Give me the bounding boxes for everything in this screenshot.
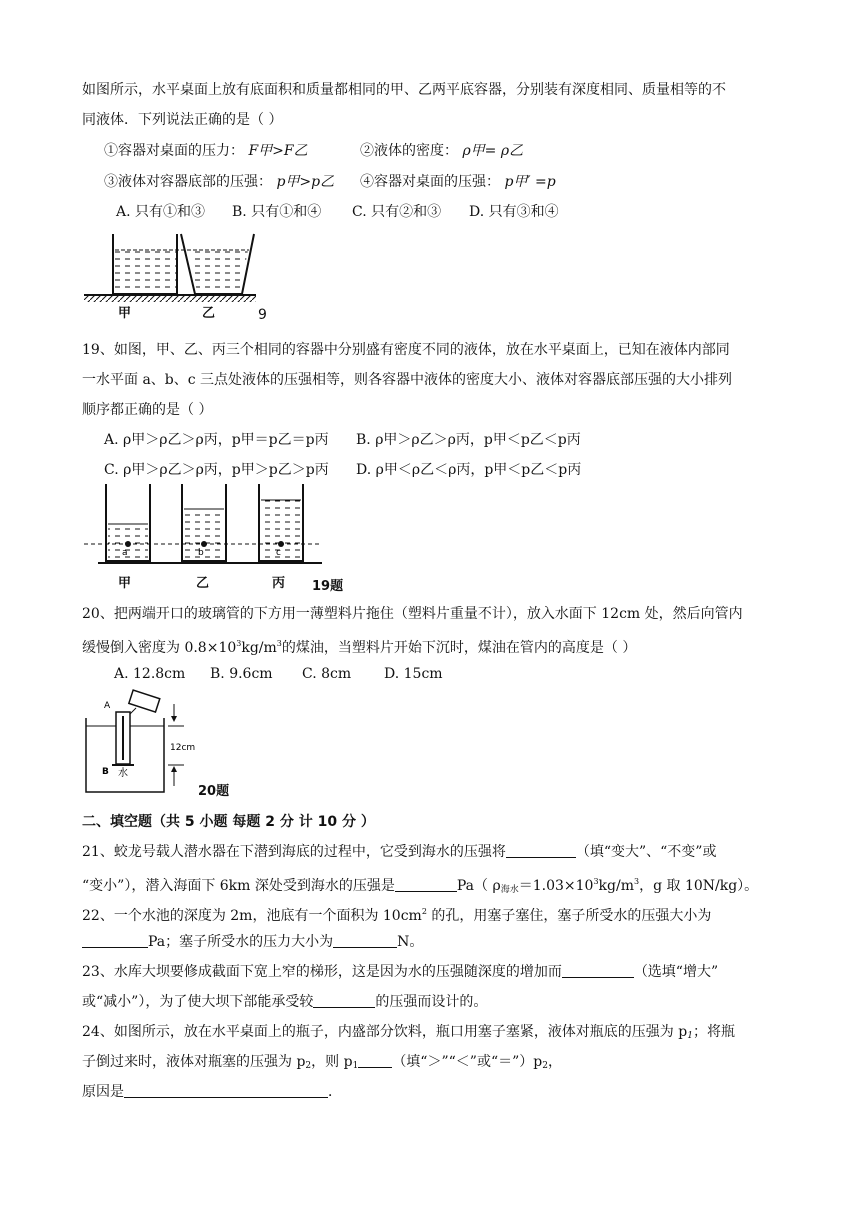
q23-line1-b: （选填“增大” (633, 964, 719, 980)
q23-line1 (82, 962, 718, 982)
q18-option-c[interactable]: C. 只有②和③ (352, 204, 442, 220)
q20-stem-line2-a: 缓慢倒入密度为 0.8×10 (82, 640, 237, 656)
q24-line2-c: （填“＞”“＜”或“＝”）p (392, 1054, 543, 1070)
q24-line1 (82, 1022, 735, 1046)
q23-line2 (82, 992, 487, 1012)
q24-line2-sub1: 2 (305, 1061, 312, 1071)
section2-title: 二、填空题（共 5 小题 每题 2 分 计 10 分 ） (82, 814, 375, 830)
q18-stem-line2: 同液体．下列说法正确的是（ ） (82, 112, 283, 128)
q20-figure-caption: 20题 (198, 784, 230, 799)
q22-line1 (82, 902, 711, 926)
q18-s1-expr: F甲>F乙 (248, 143, 308, 159)
q18-statement-4 (360, 172, 556, 192)
q18-s1-label: ①容器对桌面的压力： (104, 143, 244, 159)
q19-option-b[interactable]: B. ρ甲＞ρ乙＞ρ丙，p甲＜p乙＜p丙 (356, 432, 581, 448)
q22-line2-b: N。 (397, 934, 424, 950)
q23-line2-b: 的压强而设计的。 (375, 994, 488, 1010)
q21-line2-d: kg/m (598, 878, 634, 894)
q24-line2-sub2: 1 (352, 1061, 359, 1071)
q21-blank-2[interactable] (395, 877, 457, 892)
q24-line2-sub3: 2 (542, 1061, 548, 1071)
q19-stem-line2: 一水平面 a、b、c 三点处液体的压强相等，则各容器中液体的密度大小、液体对容器底部压强的大小排列 (82, 372, 733, 388)
q19-option-c[interactable]: C. ρ甲＞ρ乙＞ρ丙，p甲＞p乙＞p丙 (104, 462, 329, 478)
q24-line2-d: ， (547, 1054, 562, 1070)
q22-line2 (82, 932, 423, 952)
q21-line2-sub: 海水 (500, 885, 519, 895)
q21-line2-e: ，g 取 10N/kg）。 (639, 878, 759, 894)
q19-stem-line1: 19、如图，甲、乙、丙三个相同的容器中分别盛有密度不同的液体，放在水平桌面上，已知在液体内部同 (82, 342, 730, 358)
q24-line1-a: 24、如图所示，放在水平桌面上的瓶子，内盛部分饮料，瓶口用塞子塞紧，液体对瓶底的压强为 p (82, 1024, 688, 1040)
q21-line2-sup1: 3 (593, 877, 599, 886)
q18-statement-2 (360, 141, 523, 161)
q18-option-a[interactable]: A. 只有①和③ (116, 204, 206, 220)
q18-s3-expr: p甲>p乙 (276, 174, 335, 190)
q24-blank-2[interactable] (124, 1083, 328, 1098)
q20-option-b[interactable]: B. 9.6cm (210, 666, 273, 682)
q21-line1-b: （填“变大”、“不变”或 (575, 844, 717, 860)
q20-label-depth: 12cm (170, 743, 196, 753)
q22-line2-a: Pa；塞子所受水的压力大小为 (148, 934, 334, 950)
q20-stem-line1: 20、把两端开口的玻璃管的下方用一薄塑料片拖住（塑料片重量不计），放入水面下 12cm 处，然后向管内 (82, 606, 743, 622)
q23-blank-1[interactable] (562, 963, 634, 978)
q18-statement-3 (104, 172, 334, 192)
q18-s4-label: ④容器对桌面的压强： (360, 174, 500, 190)
q19-label-bing: 丙 (272, 576, 286, 591)
q24-line3-b: ． (328, 1084, 342, 1100)
q21-blank-1[interactable] (506, 843, 576, 858)
q20-stem-line2 (82, 634, 636, 658)
q20-option-d[interactable]: D. 15cm (384, 666, 443, 682)
q18-s2-expr: ρ甲= ρ乙 (462, 143, 524, 159)
q21-line2-sup2: 3 (633, 877, 640, 886)
q20-option-a[interactable]: A. 12.8cm (114, 666, 186, 682)
q18-statement-1 (104, 141, 308, 161)
q18-stem-line1: 如图所示，水平桌面上放有底面积和质量都相同的甲、乙两平底容器，分别装有深度相同、质量相等的不 (82, 82, 726, 98)
q24-line1-sub: 1 (687, 1031, 693, 1041)
q18-label-yi: 乙 (202, 306, 216, 321)
q18-s2-label: ②液体的密度： (360, 143, 458, 159)
q19-label-yi: 乙 (196, 576, 210, 591)
q18-label-jia: 甲 (118, 306, 132, 321)
q21-line2-c: ＝1.03×10 (518, 878, 594, 894)
q20-stem-line2-c: 的煤油，当塑料片开始下沉时，煤油在管内的高度是（ ） (281, 640, 637, 656)
q24-line2-a: 子倒过来时，液体对瓶塞的压强为 p (82, 1054, 306, 1070)
q20-stem-line2-sup2: 3 (276, 639, 282, 648)
q18-figure-number: 9 (258, 307, 267, 323)
q20-label-water: 水 (118, 768, 128, 779)
q22-blank-2[interactable] (333, 933, 397, 948)
q24-line1-b: ；将瓶 (692, 1024, 735, 1040)
q21-line1-a: 21、蛟龙号载人潜水器在下潜到海底的过程中，它受到海水的压强将 (82, 844, 506, 860)
q21-line1 (82, 842, 716, 862)
q18-option-b[interactable]: B. 只有①和④ (232, 204, 322, 220)
q19-point-b: b (198, 548, 204, 558)
q18-s3-label: ③液体对容器底部的压强： (104, 174, 272, 190)
q24-line2 (82, 1052, 562, 1076)
q19-containers-figure (84, 484, 324, 572)
q23-line2-a: 或“减小”），为了使大坝下部能承受较 (82, 994, 314, 1010)
q22-blank-1[interactable] (82, 933, 148, 948)
q19-stem-line3: 顺序都正确的是（ ） (82, 402, 213, 418)
q20-label-b: B (102, 767, 109, 777)
q21-line2-b: Pa（ ρ (456, 878, 501, 894)
q24-line3 (82, 1082, 342, 1102)
q18-containers-figure (84, 228, 284, 320)
q19-option-d[interactable]: D. ρ甲＜ρ乙＜ρ丙，p甲＜p乙＜p丙 (356, 462, 582, 478)
q20-label-a: A (104, 701, 111, 711)
q21-line2-a: “变小”），潜入海面下 6km 深处受到海水的压强是 (82, 878, 395, 894)
q20-stem-line2-sup1: 3 (236, 639, 242, 648)
q23-blank-2[interactable] (313, 993, 375, 1008)
q20-stem-line2-b: kg/m (241, 640, 277, 656)
q19-option-a[interactable]: A. ρ甲＞ρ乙＞ρ丙，p甲＝p乙＝p丙 (104, 432, 329, 448)
q19-figure-caption: 19题 (312, 579, 344, 594)
q18-option-d[interactable]: D. 只有③和④ (469, 204, 559, 220)
q22-line1-sup: 2 (421, 907, 427, 916)
q19-label-jia: 甲 (118, 576, 132, 591)
q18-s4-expr: p甲′ =p (504, 174, 556, 190)
q19-point-a: a (122, 548, 128, 558)
q21-line2 (82, 872, 758, 900)
q23-line1-a: 23、水库大坝要修成截面下宽上窄的梯形，这是因为水的压强随深度的增加而 (82, 964, 562, 980)
q24-line2-b: ，则 p (311, 1054, 353, 1070)
q22-line1-b: 的孔，用塞子塞住，塞子所受水的压强大小为 (426, 908, 712, 924)
q24-line3-a: 原因是 (82, 1084, 124, 1100)
q22-line1-a: 22、一个水池的深度为 2m，池底有一个面积为 10cm (82, 908, 422, 924)
q24-blank-1[interactable] (358, 1053, 392, 1068)
q20-option-c[interactable]: C. 8cm (302, 666, 352, 682)
q19-point-c: c (276, 548, 281, 558)
